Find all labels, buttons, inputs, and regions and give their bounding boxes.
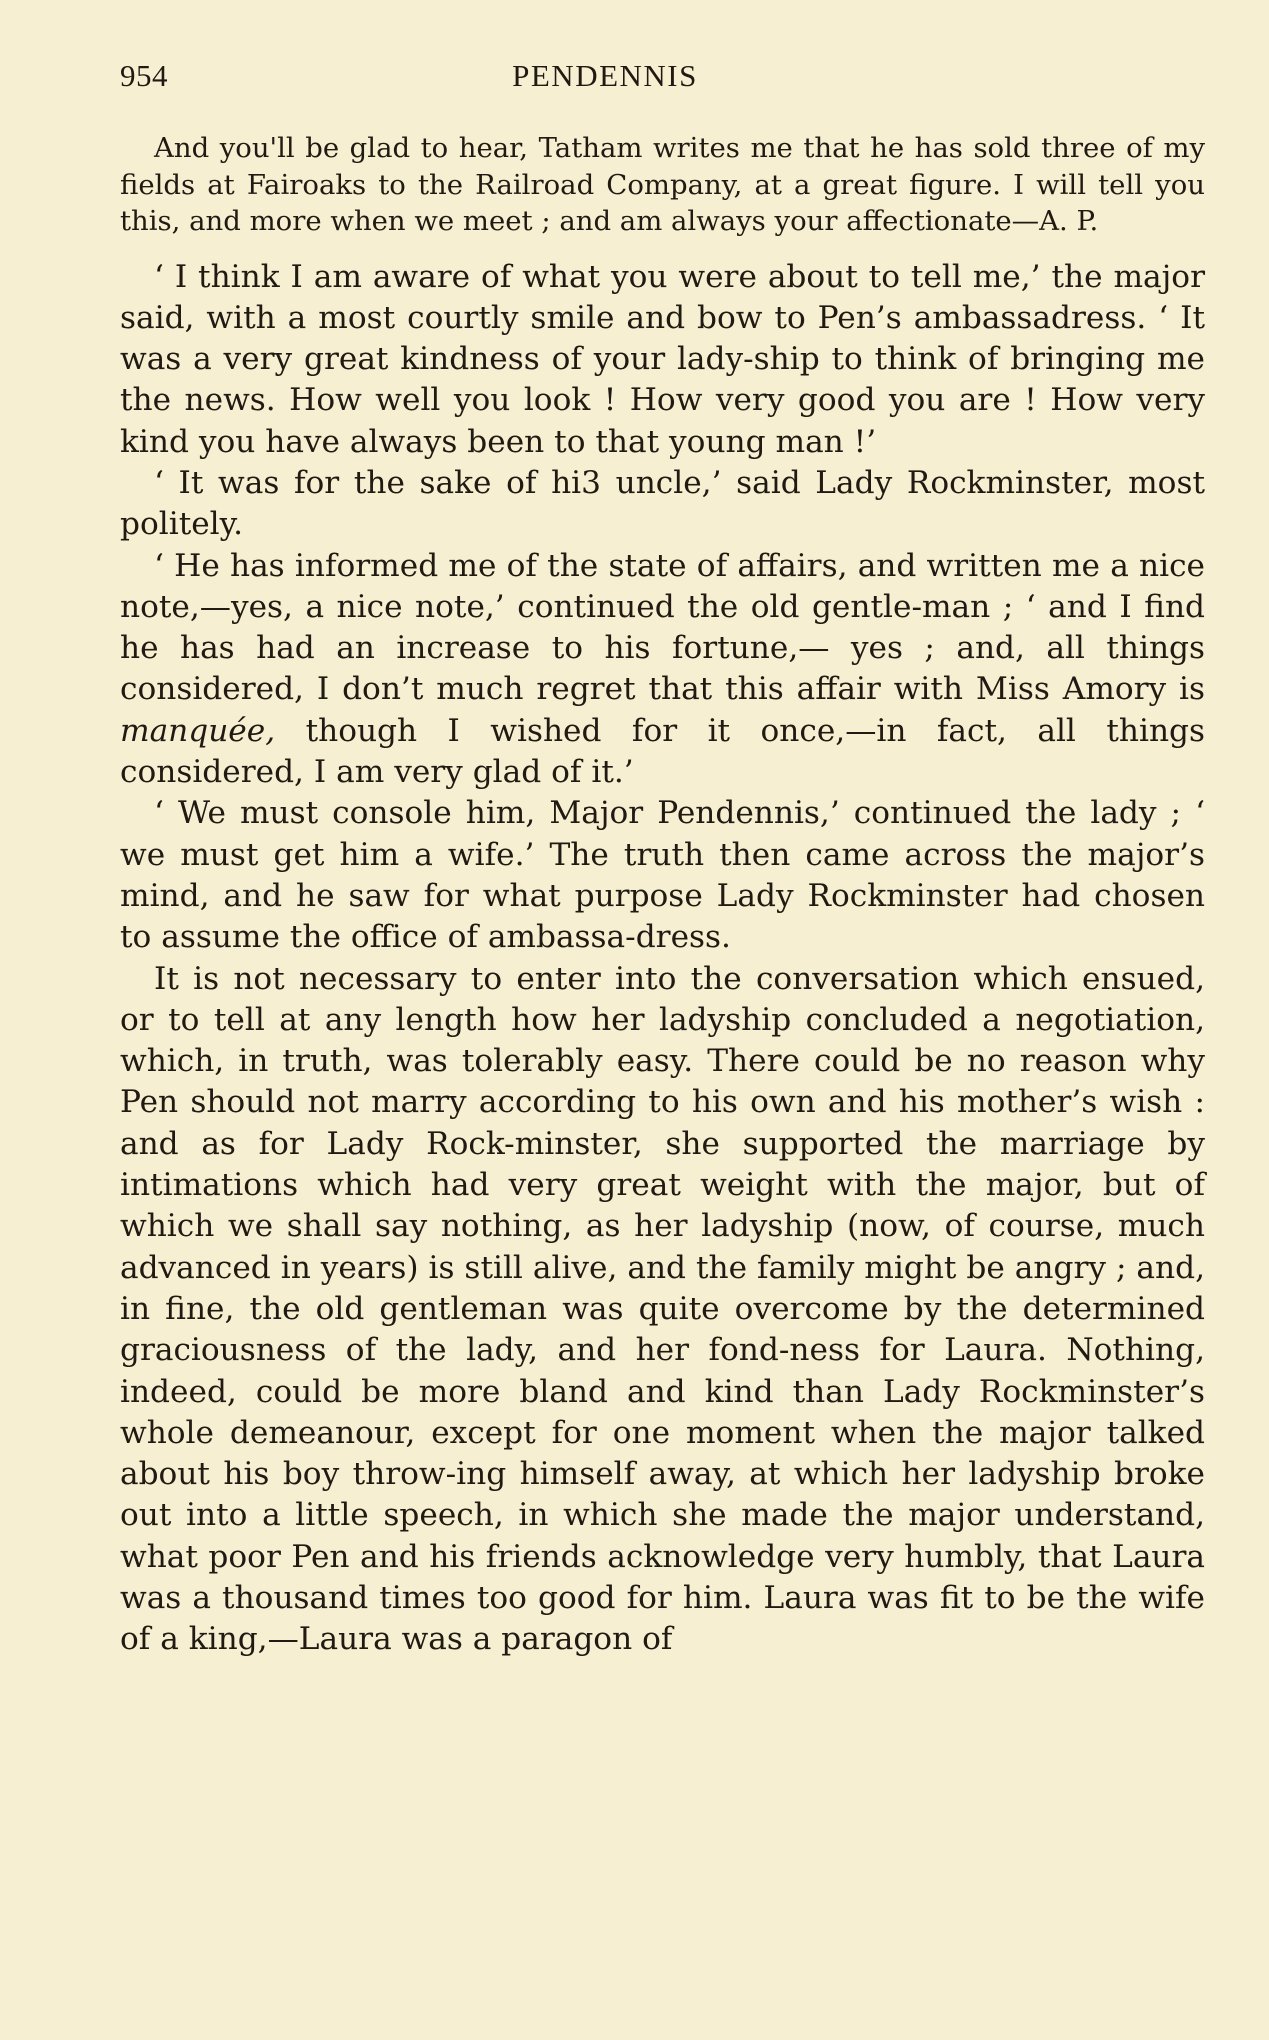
paragraph-text-after: though I wished for it once,—in fact, all things considered, I am very glad of it.’ bbox=[120, 712, 1205, 791]
book-page bbox=[120, 58, 1205, 1661]
paragraph-major-reply: ‘ I think I am aware of what you were about to tell me,’ the major said, with a most courtly smile and bow to Pen’s ambassadress. ‘ It was a very great kindness of your lady-ship to think of bringing me the news. How well you look ! How very good you are ! How very kind you have always been to that young man !’ bbox=[120, 258, 1205, 460]
paragraph-lady-response: ‘ It was for the sake of hi3 uncle,’ said Lady Rockminster, most politely. bbox=[120, 464, 1205, 543]
paragraph-major-note bbox=[120, 546, 1205, 794]
letter-closing bbox=[120, 130, 1205, 240]
paragraph-negotiation: It is not necessary to enter into the conversation which ensued, or to tell at any length how her ladyship concluded a negotiation, which, in truth, was tolerably easy. There could be no reason why Pen should not marry according to his own and his mother’s wish : and as for Lady Rock-minster, she supported the marriage by intimations which had very great weight with the major, but of which we shall say nothing, as her ladyship (now, of course, much advanced in years) is still alive, and the family might be angry ; and, in fine, the old gentleman was quite overcome by the determined graciousness of the lady, and her fond-ness for Laura. Nothing, indeed, could be more bland and kind than Lady Rockminster’s whole demeanour, except for one moment when the major talked about his boy throw-ing himself away, at which her ladyship broke out into a little speech, in which she made the major understand, what poor Pen and his friends acknowledge very humbly, that Laura was a thousand times too good for him. Laura was fit to be the wife of a king,—Laura was a paragon of bbox=[120, 960, 1205, 1658]
running-title: PENDENNIS bbox=[512, 58, 698, 93]
letter-text: And you'll be glad to hear, Tatham writes me that he has sold three of my fields at Fairoaks to the Railroad Company, at a great figure. I will tell you this, and more when we meet ; and am always your affectionate—A. P. bbox=[120, 132, 1205, 237]
paragraph-console: ‘ We must console him, Major Pendennis,’ continued the lady ; ‘ we must get him a wife.’ The truth then came across the major’s mind, and he saw for what purpose Lady Rockminster had chosen to assume the office of ambassa-dress. bbox=[120, 795, 1205, 956]
body-text bbox=[120, 257, 1205, 1661]
paragraph-text-before: ‘ He has informed me of the state of affairs, and written me a nice note,—yes, a nice note,’ continued the old gentle-man ; ‘ and I find he has had an increase to his fortune,— yes ; and, all things considered, I don’t much regret that this affair with Miss Amory is bbox=[120, 547, 1205, 708]
page-number: 954 bbox=[120, 58, 168, 93]
running-header bbox=[120, 58, 1205, 106]
italic-word: manquée, bbox=[120, 712, 276, 749]
